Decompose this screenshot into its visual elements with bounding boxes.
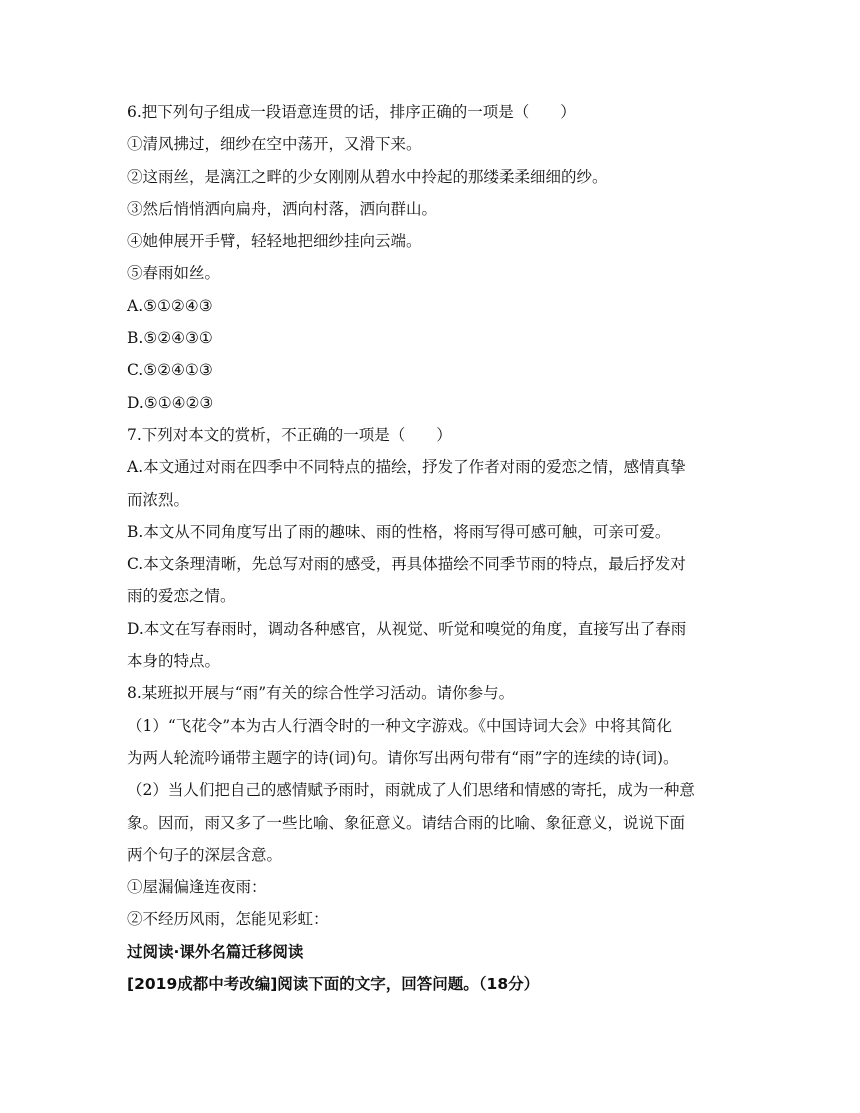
q7-option-d-line-1: D.本文在写春雨时，调动各种感官，从视觉、听觉和嗅觉的角度，直接写出了春雨 (127, 619, 687, 638)
q6-option-d: D.⑤①④②③ (127, 393, 214, 412)
q7-option-a-line-2: 而浓烈。 (127, 490, 190, 509)
q6-sentence-1: ①清风拂过，细纱在空中荡开，又滑下来。 (127, 135, 422, 154)
q6-sentence-2: ②这雨丝，是漓江之畔的少女刚刚从碧水中拎起的那缕柔柔细细的纱。 (127, 167, 608, 186)
q8-part1-line-2: 为两人轮流吟诵带主题字的诗(词)句。请你写出两句带有“雨”字的连续的诗(词)。 (127, 748, 679, 767)
q8-part2-line-3: 两个句子的深层含意。 (127, 845, 283, 864)
q6-option-a: A.⑤①②④③ (127, 296, 213, 315)
q6-option-b: B.⑤②④③① (127, 329, 213, 348)
q6-sentence-5: ⑤春雨如丝。 (127, 264, 221, 283)
q7-option-d-line-2: 本身的特点。 (127, 652, 221, 671)
q8-item-2: ②不经历风雨，怎能见彩虹： (127, 910, 329, 929)
q8-stem: 8.某班拟开展与“雨”有关的综合性学习活动。请你参与。 (127, 684, 515, 703)
q6-sentence-4: ④她伸展开手臂，轻轻地把细纱挂向云端。 (127, 232, 422, 251)
section-source: [2019成都中考改编]阅读下面的文字，回答问题。（18分） (127, 975, 540, 994)
q8-part2-line-1: （2）当人们把自己的感情赋予雨时，雨就成了人们思绪和情感的寄托，成为一种意 (127, 781, 695, 800)
q7-option-c-line-2: 雨的爱恋之情。 (127, 587, 236, 606)
q8-part2-line-2: 象。因而，雨又多了一些比喻、象征意义。请结合雨的比喻、象征意义，说说下面 (127, 813, 686, 832)
q6-stem: 6.把下列句子组成一段语意连贯的话，排序正确的一项是（ ） (127, 103, 576, 121)
q7-option-b: B.本文从不同角度写出了雨的趣味、雨的性格，将雨写得可感可触，可亲可爱。 (127, 522, 671, 541)
q7-option-c-line-1: C.本文条理清晰，先总写对雨的感受，再具体描绘不同季节雨的特点，最后抒发对 (127, 555, 686, 574)
q7-option-a-line-1: A.本文通过对雨在四季中不同特点的描绘，抒发了作者对雨的爱恋之情，感情真挚 (127, 458, 686, 477)
q6-option-c: C.⑤②④①③ (127, 361, 213, 380)
section-title: 过阅读·课外名篇迁移阅读 (127, 942, 304, 961)
q7-stem: 7.下列对本文的赏析，不正确的一项是（ ） (127, 425, 452, 444)
document-page (127, 96, 737, 1000)
q8-item-1: ①屋漏偏逢连夜雨： (127, 878, 267, 897)
q6-sentence-3: ③然后悄悄洒向扁舟，洒向村落，洒向群山。 (127, 199, 438, 218)
q8-part1-line-1: （1）“飞花令”本为古人行酒令时的一种文字游戏。《中国诗词大会》中将其简化 (127, 716, 672, 735)
